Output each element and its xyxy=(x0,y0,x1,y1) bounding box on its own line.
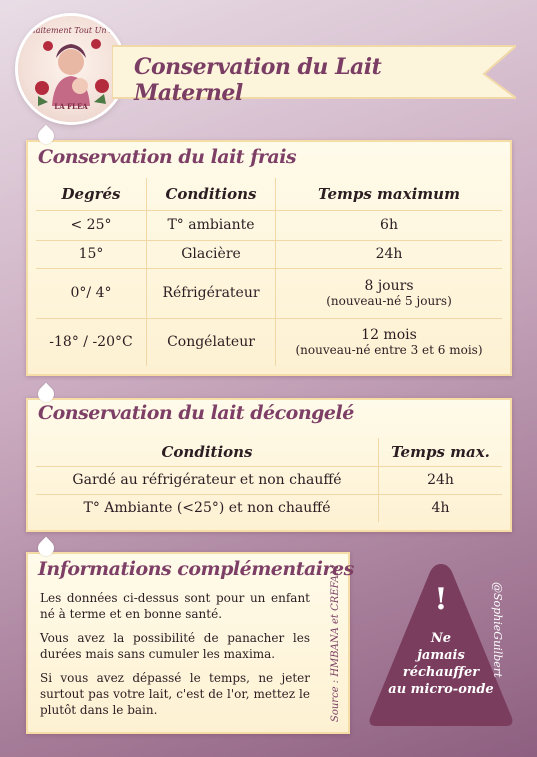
conditions-cell: T° ambiante xyxy=(147,210,276,240)
time-cell: 6h xyxy=(276,210,503,240)
time-value: 8 jours xyxy=(364,278,414,294)
table-row xyxy=(36,318,502,366)
warning-line: réchauffer xyxy=(402,665,480,680)
time-cell: 24h xyxy=(379,466,503,494)
degrees-cell: -18° / -20°C xyxy=(36,318,147,366)
conditions-cell: T° Ambiante (<25°) et non chauffé xyxy=(36,494,379,522)
col-header-conditions: Conditions xyxy=(147,178,276,210)
fresh-milk-title: Conservation du lait frais xyxy=(38,146,297,168)
degrees-cell: 0°/ 4° xyxy=(36,268,147,318)
time-cell xyxy=(276,318,503,366)
conditions-cell: Gardé au réfrigérateur et non chauffé xyxy=(36,466,379,494)
table-row xyxy=(36,466,502,494)
table-header-row xyxy=(36,438,502,466)
time-cell: 24h xyxy=(276,240,503,268)
time-note: (nouveau-né entre 3 et 6 mois) xyxy=(295,343,483,358)
page-title: Conservation du Lait Maternel xyxy=(134,54,382,106)
exclamation-mark: ! xyxy=(434,582,448,617)
conditions-cell: Glacière xyxy=(147,240,276,268)
info-paragraph: Les données ci-dessus sont pour un enfant né à terme et en bonne santé. xyxy=(40,591,310,621)
warning-line: Ne xyxy=(430,631,452,646)
info-title: Informations complémentaires xyxy=(38,558,354,580)
info-paragraph: Si vous avez dépassé le temps, ne jeter surtout pas votre lait, c'est de l'or, mettez le plutôt dans le bain. xyxy=(40,671,310,717)
col-header-degrees: Degrés xyxy=(36,178,147,210)
logo-top-text: l'Allaitement Tout Un Art xyxy=(20,26,122,35)
col-header-time: Temps maximum xyxy=(276,178,503,210)
logo-bottom-text: LA FLEA xyxy=(54,102,88,111)
time-cell xyxy=(276,268,503,318)
table-row xyxy=(36,268,502,318)
table-row xyxy=(36,494,502,522)
info-text xyxy=(40,590,310,726)
signature: @SophieGuilbert xyxy=(491,582,504,678)
warning-line: au micro-onde xyxy=(388,682,494,697)
col-header-conditions: Conditions xyxy=(36,438,379,466)
time-value: 12 mois xyxy=(361,327,417,344)
time-cell: 4h xyxy=(431,500,450,517)
info-paragraph: Vous avez la possibilité de panacher les durées mais sans cumuler les maxima. xyxy=(40,631,310,661)
conditions-cell: Réfrigérateur xyxy=(147,268,276,318)
conditions-cell: Congélateur xyxy=(147,318,276,366)
degrees-cell: < 25° xyxy=(36,210,147,240)
fresh-milk-table xyxy=(36,178,502,366)
thawed-milk-title: Conservation du lait décongelé xyxy=(38,402,354,424)
thawed-milk-table xyxy=(36,438,502,522)
col-header-time: Temps max. xyxy=(379,438,503,466)
time-note: (nouveau-né 5 jours) xyxy=(326,294,452,308)
source-credit: Source : HMBANA et CREFAM xyxy=(330,564,341,722)
warning-line: jamais xyxy=(417,648,465,663)
table-header-row xyxy=(36,178,502,210)
table-row xyxy=(36,240,502,268)
logo xyxy=(18,16,124,122)
degrees-cell: 15° xyxy=(36,240,147,268)
table-row xyxy=(36,210,502,240)
